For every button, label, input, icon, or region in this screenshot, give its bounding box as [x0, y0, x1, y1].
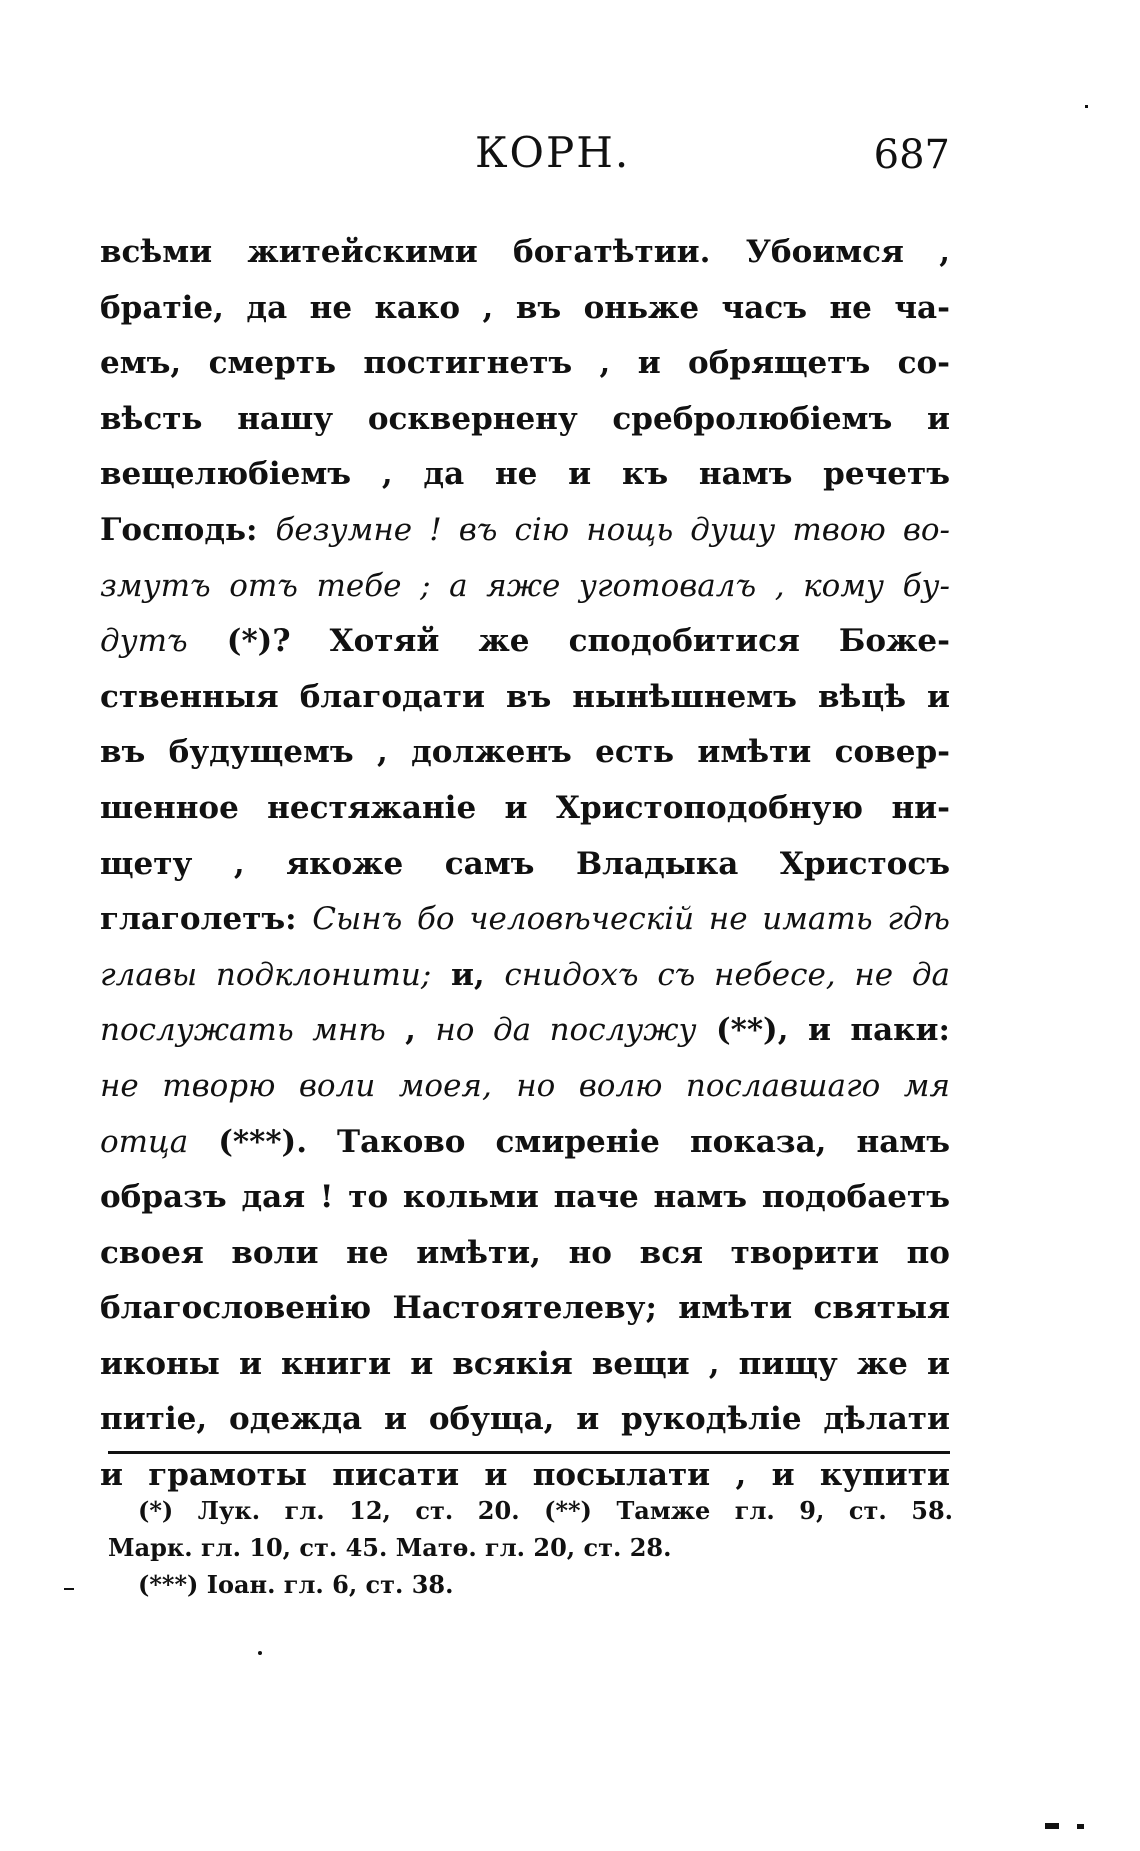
text-line: шенное нестяжаніе и Христоподобную ни- [100, 789, 950, 826]
text-line: питіе, одежда и обуща, и рукодѣліе дѣлати [100, 1401, 950, 1438]
quotation-italic: но волю пославшаго мя [516, 1067, 950, 1104]
quotation-italic: безумне ! въ сію нощь душу твою во- [275, 511, 950, 548]
quotation-italic: главы подклонити; [100, 956, 432, 993]
footnote-rule [108, 1451, 950, 1454]
quotation-italic: змутъ отъ тебе ; а яже уготовалъ , кому бу- [100, 567, 950, 604]
print-speck [64, 1588, 74, 1590]
text-line: глаголетъ: Сынъ бо человѣческій не имать гдѣ [100, 901, 950, 938]
text-line: своея воли не имѣти, но вся творити по [100, 1234, 950, 1271]
text-line: благословенію Настоятелеву; имѣти святыя [100, 1290, 950, 1327]
text-line [100, 559, 950, 615]
quotation-italic: Сынъ бо человѣческій не имать гдѣ [312, 901, 950, 938]
text-line: щету , якоже самъ Владыка Христосъ [100, 845, 950, 882]
text-line: отца (***). Таково смиреніе показа, намъ [100, 1123, 950, 1160]
text-line: ственныя благодати въ нынѣшнемъ вѣцѣ и [100, 678, 950, 715]
print-speck [1077, 1824, 1084, 1829]
print-speck [1045, 1823, 1059, 1829]
text-line: дутъ (*)? Хотяй же сподобитися Боже- [100, 623, 950, 660]
print-speck [1085, 105, 1088, 108]
text-line: главы подклонити; и, снидохъ съ небесе, не да [100, 956, 950, 993]
text-line: братіе, да не како , въ оньже часъ не ча- [100, 289, 950, 326]
body-text [100, 225, 950, 1504]
quotation-italic: отца [100, 1123, 189, 1160]
print-speck [258, 1651, 262, 1655]
quotation-italic: не творю воли моея, [100, 1067, 492, 1104]
page-header [100, 128, 950, 188]
quotation-italic: дутъ [100, 623, 188, 660]
text-line [100, 1059, 950, 1115]
text-line: емъ, смерть постигнетъ , и обрящетъ со- [100, 345, 950, 382]
footnote-line: Марк. гл. 10, ст. 45. Матѳ. гл. 20, ст. 28. [108, 1533, 672, 1562]
footnote-line: (*) Лук. гл. 12, ст. 20. (**) Тамже гл. 9, ст. 58. [138, 1496, 953, 1525]
text-line: вещелюбіемъ , да не и къ намъ речетъ [100, 456, 950, 493]
text-line: послужать мнѣ , но да послужу (**), и паки: [100, 1012, 950, 1049]
quotation-italic: послужать мнѣ [100, 1012, 386, 1049]
page-number: 687 [873, 132, 950, 178]
footnote-line: (***) Іоан. гл. 6, ст. 38. [138, 1570, 454, 1599]
running-head: КОРН. [475, 128, 631, 177]
quotation-italic: снидохъ съ небесе, не да [504, 956, 950, 993]
text-line: и грамоты писати и посылати , и купити [100, 1457, 950, 1494]
text-line: вѣсть нашу осквернену сребролюбіемъ и [100, 400, 950, 437]
text-line: иконы и книги и всякія вещи , пищу же и [100, 1345, 950, 1382]
text-line: образъ дая ! то кольми паче намъ подобаетъ [100, 1179, 950, 1216]
text-line: въ будущемъ , долженъ есть имѣти совер- [100, 734, 950, 771]
text-line: всѣми житейскими богатѣтии. Убоимся , [100, 234, 950, 270]
text-line: Господь: безумне ! въ сію нощь душу твою во- [100, 511, 950, 548]
quotation-italic: но да послужу [435, 1012, 697, 1049]
footnotes [108, 1492, 953, 1603]
